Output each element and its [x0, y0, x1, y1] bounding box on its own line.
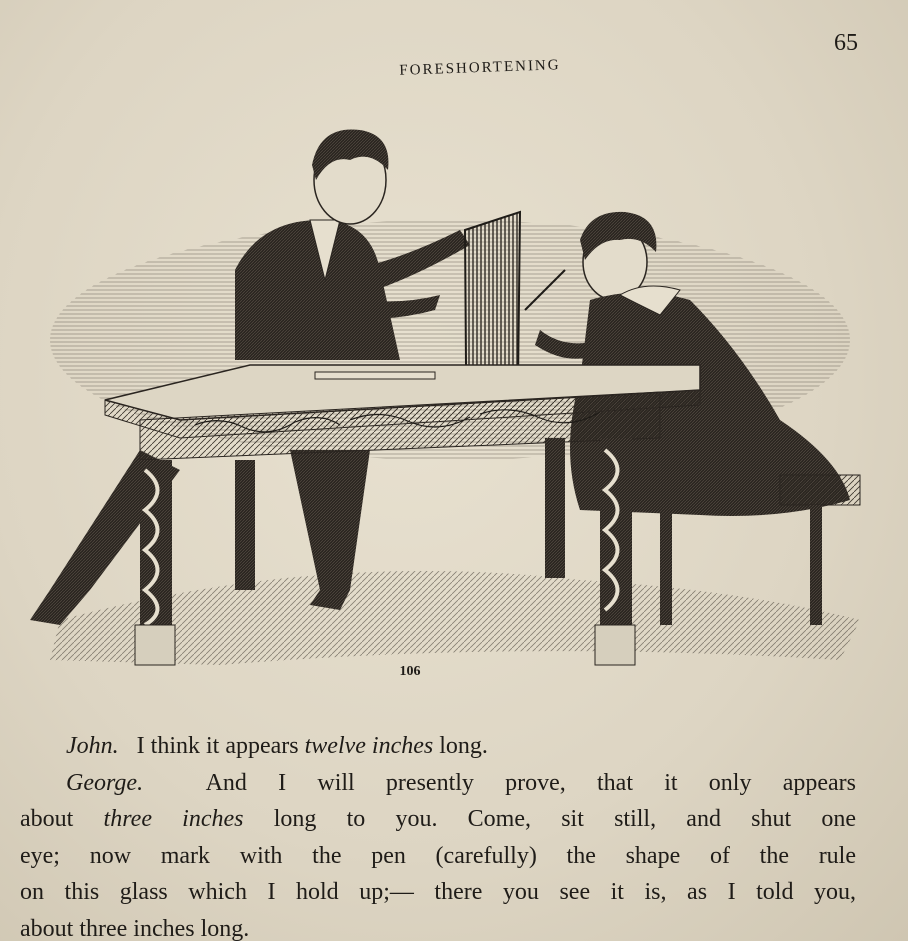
text-line-6: about three inches long. [20, 915, 250, 941]
body-text [20, 728, 856, 941]
text-line-3: about three inches long to you. Come, sit still, and shut one [20, 806, 857, 832]
text-line-5: on this glass which I hold up;— there you see it is, as I told you, [20, 879, 856, 905]
emphasis-three-inches: three inches [103, 806, 244, 832]
speaker-george: George. [66, 769, 144, 796]
text-line-4: eye; now mark with the pen (carefully) the shape of the rule [20, 842, 856, 869]
engraving-illustration [20, 120, 880, 680]
page-number: 65 [834, 30, 858, 56]
text-line-2: George. And I will presently prove, that it only appears [66, 769, 856, 796]
glass-pane [465, 212, 520, 382]
emphasis-twelve-inches: twelve inches [304, 733, 434, 759]
running-head: FORESHORTENING [399, 57, 561, 79]
figure-number: 106 [399, 664, 421, 679]
text-line-1: John. I think it appears twelve inches long. [66, 733, 488, 759]
speaker-john: John. [66, 733, 119, 759]
